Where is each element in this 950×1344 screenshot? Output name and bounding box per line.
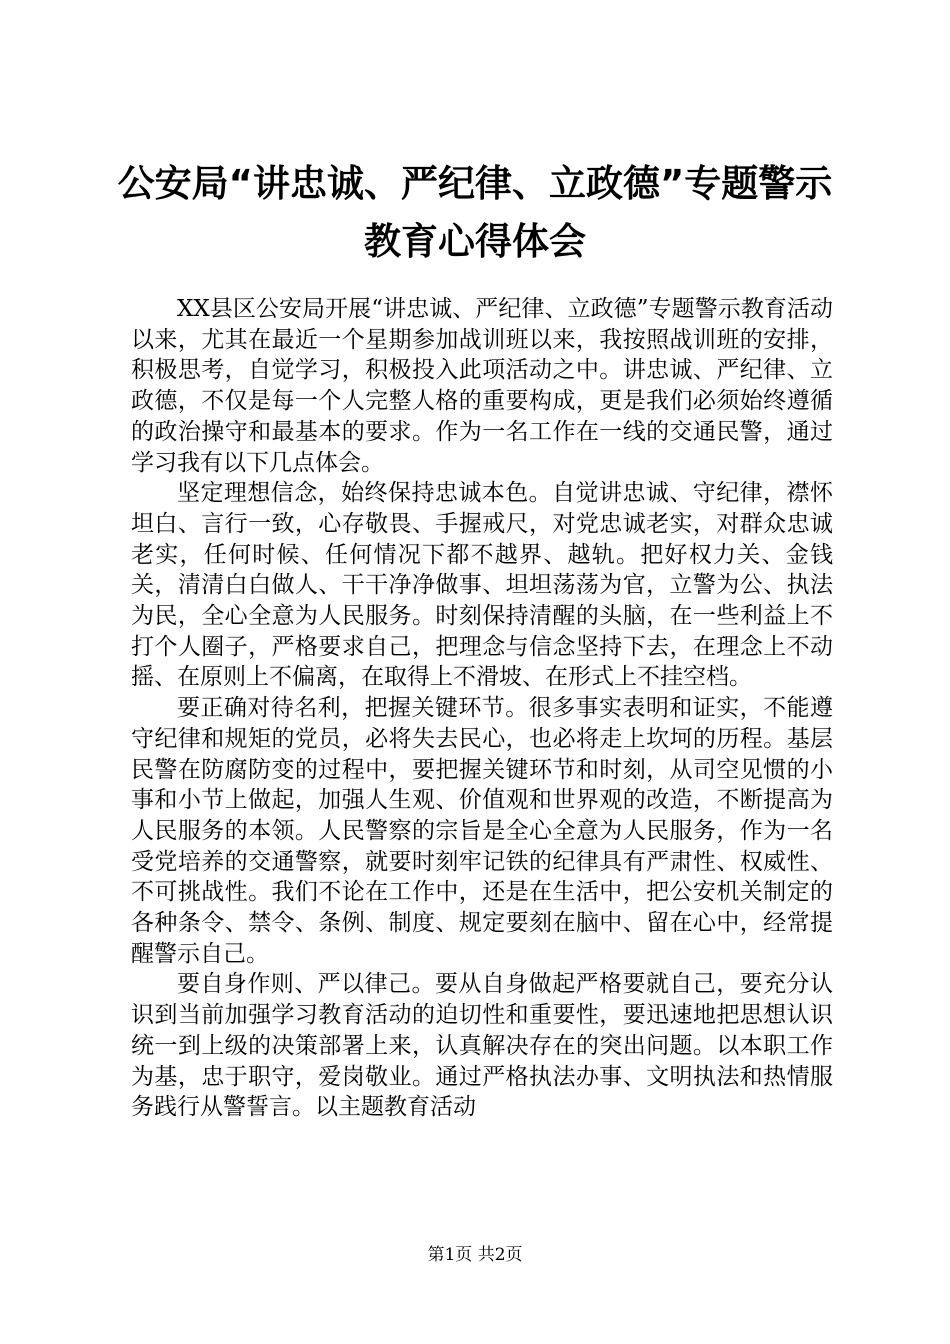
document-title-line-1: 公安局“讲忠诚、严纪律、立政德”专题警示 [117,162,833,205]
paragraph-intro: XX县区公安局开展“讲忠诚、严纪律、立政德”专题警示教育活动以来，尤其在最近一个星期参加战训班以来，我按照战训班的安排，积极思考，自觉学习，积极投入此项活动之中。讲忠诚、严纪律、立政德，不仅是每一个人完整人格的重要构成，更是我们必须始终遵循的政治操守和最基本的要求。作为一名工作在一线的交通民警，通过学习我有以下几点体会。 [131,296,833,476]
paragraph-self-discipline: 要自身作则、严以律己。要从自身做起严格要就自己，要充分认识到当前加强学习教育活动的迫切性和重要性，要迅速地把思想认识统一到上级的决策部署上来，认真解决存在的突出问题。以本职工作为基，忠于职守，爱岗敬业。通过严格执法办事、文明执法和热情服务践行从警誓言。以主题教育活动 [131,971,833,1121]
paragraph-loyalty: 坚定理想信念，始终保持忠诚本色。自觉讲忠诚、守纪律，襟怀坦白、言行一致，心存敬畏、手握戒尺，对党忠诚老实，对群众忠诚老实，任何时候、任何情况下都不越界、越轨。把好权力关、金钱关，清清白白做人、干干净净做事、坦坦荡荡为官，立警为公、执法为民，全心全意为人民服务。时刻保持清醒的头脑，在一些利益上不打个人圈子，严格要求自己，把理念与信念坚持下去，在理念上不动摇、在原则上不偏离，在取得上不滑坡、在形式上不挂空档。 [131,480,833,691]
paragraph-fame: 要正确对待名利，把握关键环节。很多事实表明和证实，不能遵守纪律和规矩的党员，必将失去民心，也必将走上坎坷的历程。基层民警在防腐防变的过程中，要把握关键环节和时刻，从司空见惯的小事和小节上做起，加强人生观、价值观和世界观的改造，不断提高为人民服务的本领。人民警察的宗旨是全心全意为人民服务，作为一名受党培养的交通警察，就要时刻牢记铁的纪律具有严肃性、权威性、不可挑战性。我们不论在工作中，还是在生活中，把公安机关制定的各种条令、禁令、条例、制度、规定要刻在脑中、留在心中，经常提醒警示自己。 [131,695,833,967]
page-footer: 第1页 共2页 [427,1245,523,1265]
document-body [131,294,833,1123]
document-title-line-2: 教育心得体会 [364,220,586,263]
